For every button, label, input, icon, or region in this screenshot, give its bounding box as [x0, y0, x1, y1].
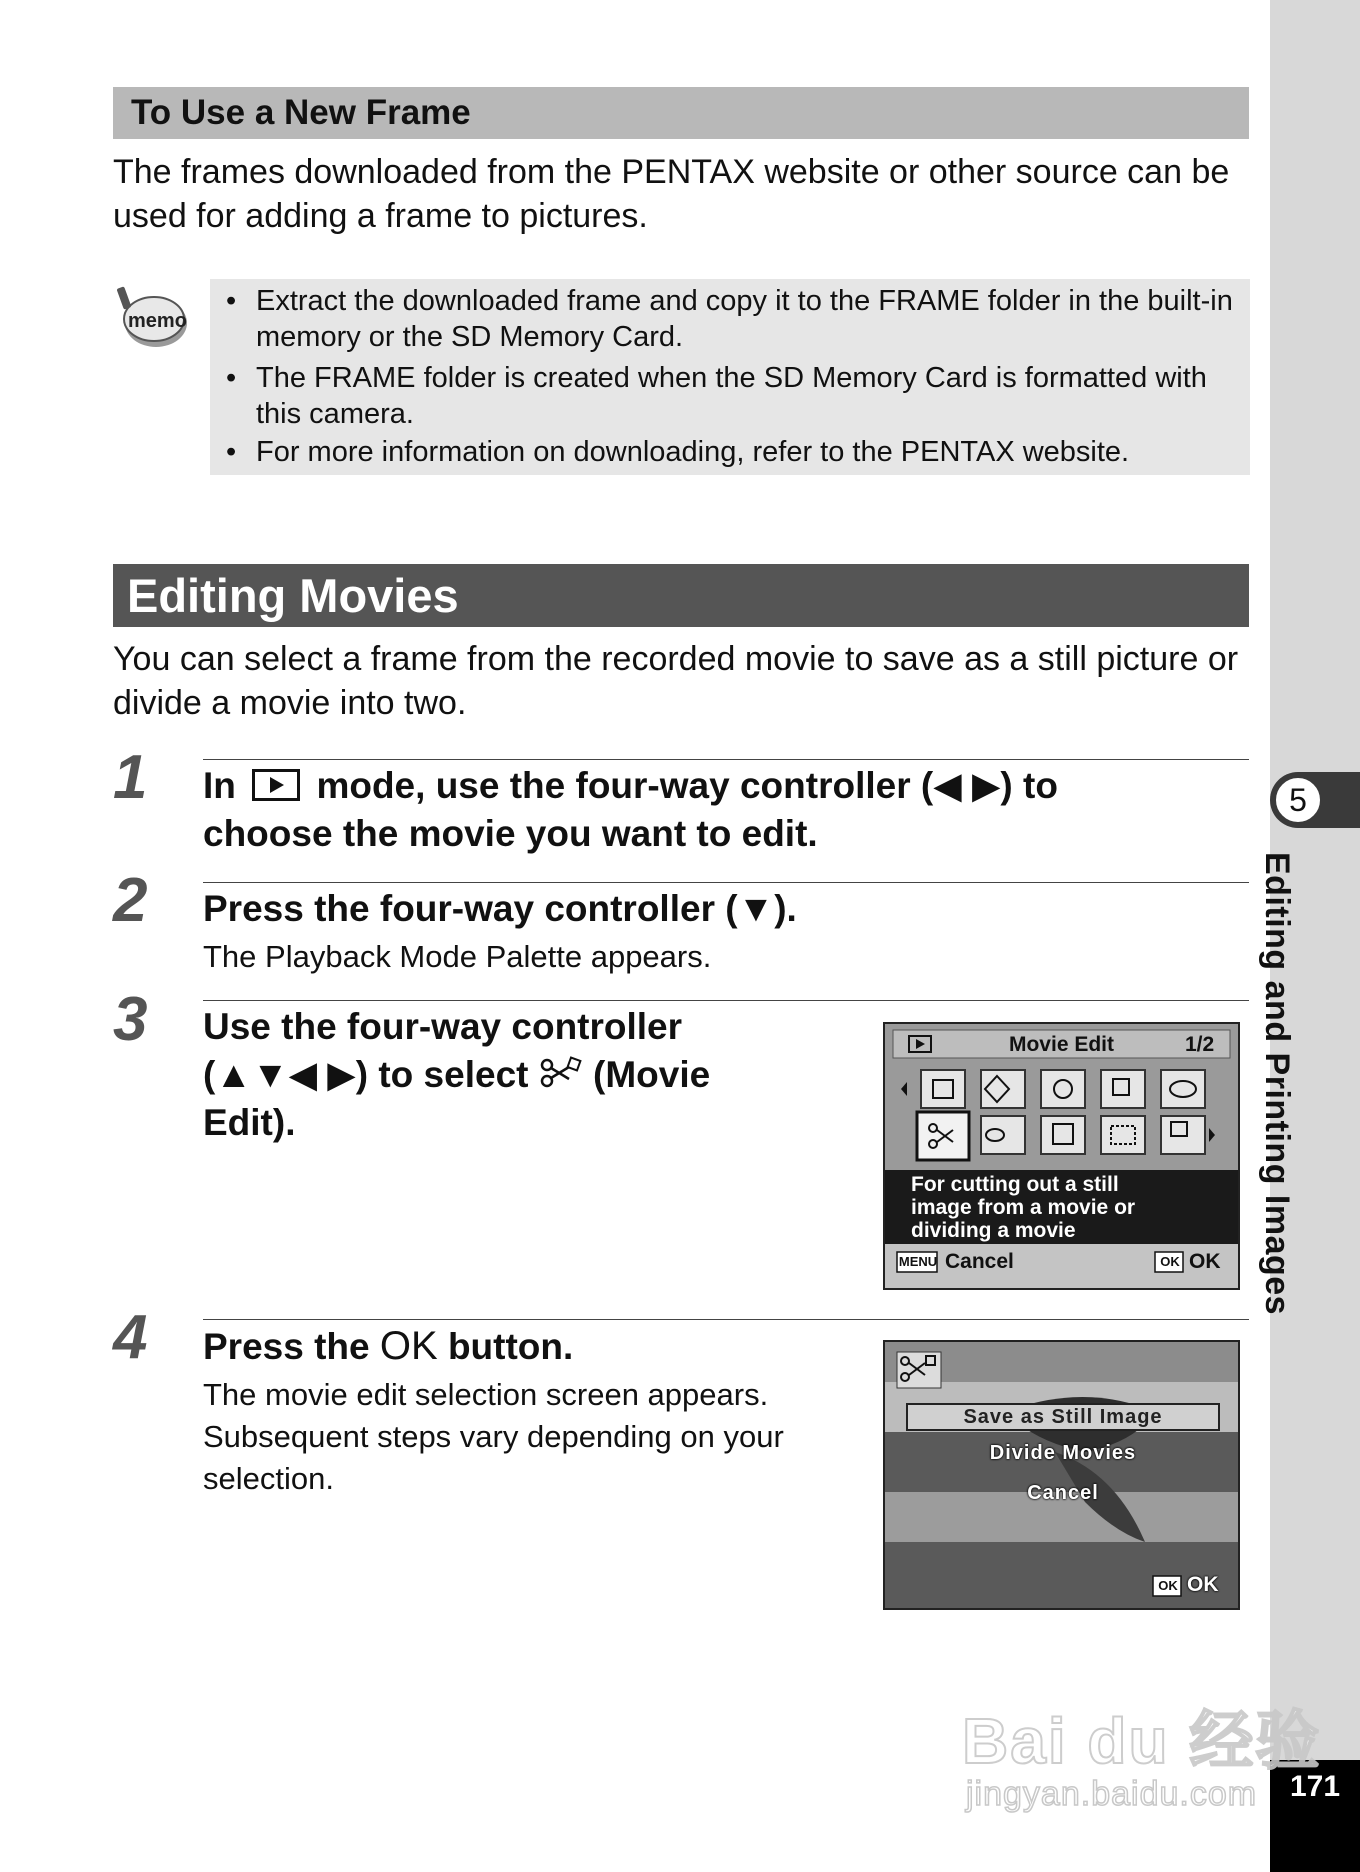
playback-mode-icon	[252, 769, 300, 801]
movie-edit-icon	[539, 1055, 583, 1091]
watermark-logo: Bai du 经验	[962, 1705, 1322, 1777]
editing-movies-title: Editing Movies	[127, 569, 459, 622]
step-2-title: Press the four-way controller (▼).	[203, 888, 797, 929]
frame-section-header	[113, 87, 1249, 139]
step-number: 2	[113, 866, 148, 935]
ok-key: OK	[1160, 1254, 1180, 1269]
memo-box	[210, 279, 1250, 475]
chapter-title: Editing and Printing Images	[1258, 852, 1296, 1316]
ok-button-label: OK	[379, 1324, 438, 1368]
step-number: 1	[113, 743, 148, 812]
memo-label: memo	[128, 310, 187, 332]
step-number: 4	[113, 1303, 148, 1372]
step-4-title: Press the OK button.	[203, 1324, 574, 1368]
palette-page-indicator: 1/2	[1185, 1033, 1215, 1056]
palette-cancel: Cancel	[945, 1250, 1014, 1273]
selection-ok: OK	[1187, 1573, 1219, 1596]
palette-ok: OK	[1189, 1250, 1221, 1273]
playback-palette-screen	[883, 1022, 1240, 1290]
palette-header-title: Movie Edit	[1008, 1033, 1114, 1056]
page-number: 171	[1289, 1770, 1341, 1803]
step-divider	[203, 759, 1249, 760]
watermark-url: jingyan.baidu.com	[966, 1775, 1258, 1813]
memo-item: • For more information on downloading, refer to the PENTAX website.	[226, 436, 1130, 468]
frame-section-title: To Use a New Frame	[131, 93, 471, 132]
step-divider	[203, 1319, 1249, 1320]
step-1-title: In mode, use the four-way controller (◀ ▶) to choose the movie you want to edit.	[203, 765, 1058, 854]
step-4-body: The movie edit selection screen appears. Subsequent steps vary depending on your selection.	[203, 1377, 784, 1496]
chapter-number: 5	[1274, 776, 1322, 824]
memo-icon	[116, 285, 190, 351]
save-still-image-option[interactable]: Save as Still Image	[963, 1406, 1163, 1428]
step-number: 3	[113, 985, 148, 1054]
step-2-body: The Playback Mode Palette appears.	[203, 939, 712, 974]
editing-movies-description: You can select a frame from the recorded movie to save as a still picture or divide a movie into two.	[113, 640, 1239, 722]
palette-tooltip: For cutting out a still image from a movie or dividing a movie	[911, 1173, 1136, 1242]
menu-key: MENU	[898, 1254, 938, 1269]
memo-item: • The FRAME folder is created when the SD Memory Card is formatted with this camera.	[226, 362, 1207, 430]
step-divider	[203, 882, 1249, 883]
movie-edit-selection-screen	[883, 1340, 1240, 1610]
divide-movies-option[interactable]: Divide Movies	[989, 1442, 1137, 1464]
memo-item: • Extract the downloaded frame and copy it to the FRAME folder in the built-in memory or the SD Memory Card.	[226, 285, 1233, 353]
frame-section-description: The frames downloaded from the PENTAX website or other source can be used for adding a frame to pictures.	[113, 153, 1230, 235]
cancel-option[interactable]: Cancel	[1027, 1482, 1099, 1504]
step-divider	[203, 1000, 1249, 1001]
ok-key: OK	[1158, 1578, 1178, 1593]
step-3-title: Use the four-way controller (▲▼◀ ▶) to select (Movie Edit).	[203, 1006, 711, 1143]
editing-movies-header	[113, 564, 1249, 627]
